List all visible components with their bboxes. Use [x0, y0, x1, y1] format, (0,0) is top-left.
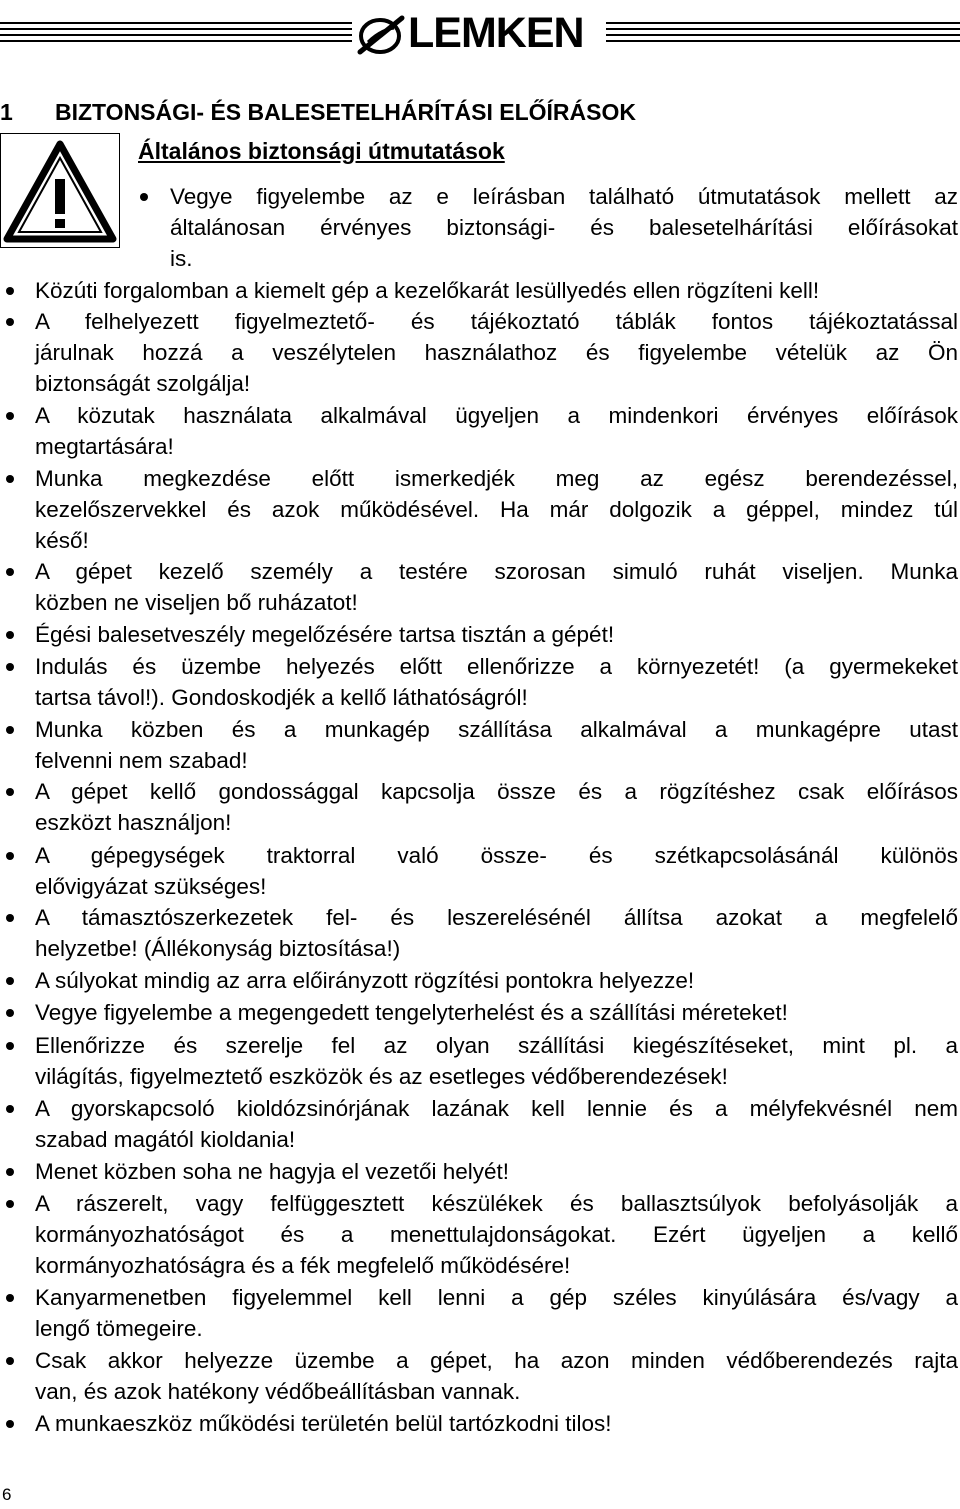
list-item: [35, 1345, 958, 1407]
list-item-line: lengő tömegeire.: [35, 1316, 203, 1341]
list-item-line: felvenni nem szabad!: [35, 748, 248, 773]
list-item-line: van, és azok hatékony védőbeállításban vannak.: [35, 1379, 521, 1404]
bullet-dot: [6, 287, 14, 295]
list-item-line: elővigyázat szükséges!: [35, 874, 267, 899]
list-item-line: közben ne viseljen bő ruházatot!: [35, 590, 358, 615]
warning-triangle-icon: [1, 134, 119, 247]
bullet-dot: [6, 1357, 14, 1365]
list-item-line: A súlyokat mindig az arra előirányzott rögzítési pontokra helyezze!: [35, 968, 695, 993]
bullet-dot: [6, 914, 14, 922]
section-title: BIZTONSÁGI- ÉS BALESETELHÁRÍTÁSI ELŐÍRÁSOK: [55, 99, 636, 125]
list-item-line: Csak akkor helyezze üzembe a gépet, ha azon minden védőberendezés rajta: [35, 1348, 958, 1373]
list-item-line: Ellenőrizze és szerelje fel az olyan szállítási kiegészítéseket, mint pl. a: [35, 1033, 958, 1058]
list-item: [35, 1282, 958, 1344]
list-item-line: Égési balesetveszély megelőzésére tartsa tisztán a gépét!: [35, 622, 615, 647]
list-item: [35, 714, 958, 776]
list-item: [35, 965, 958, 996]
header-rule-left: [0, 22, 352, 46]
list-item: [35, 1156, 958, 1187]
bullet-dot: [6, 568, 14, 576]
list-item-line: A felhelyezett figyelmeztető- és tájékoztató táblák fontos tájékoztatással: [35, 309, 958, 334]
warning-sign-frame: [0, 133, 120, 248]
list-item-line: késő!: [35, 528, 89, 553]
list-item: [35, 902, 958, 964]
list-item: [35, 556, 958, 618]
list-item: [35, 400, 958, 462]
list-item-line: A rászerelt, vagy felfüggesztett készülékek és ballasztsúlyok befolyásolják a: [35, 1191, 958, 1216]
list-item-line: A gépegységek traktorral való össze- és szétkapcsolásánál különös: [35, 843, 958, 868]
bullet-dot: [6, 852, 14, 860]
brand-logo-text: LEMKEN: [408, 9, 584, 57]
list-item-line: tartsa távol!). Gondoskodjék a kellő láthatóságról!: [35, 685, 528, 710]
list-item: [35, 1188, 958, 1281]
bullet-dot: [6, 1168, 14, 1176]
section-heading: [0, 97, 636, 127]
bullet-dot: [6, 1294, 14, 1302]
bullet-dot: [6, 1105, 14, 1113]
bullet-dot: [140, 193, 148, 201]
bullet-dot: [6, 663, 14, 671]
list-item: [170, 181, 958, 274]
list-item-line: Vegye figyelembe az e leírásban található útmutatások mellett az: [170, 184, 958, 209]
list-item-line: A közutak használata alkalmával ügyeljen a mindenkori érvényes előírások: [35, 403, 958, 428]
list-item-line: Indulás és üzembe helyezés előtt ellenőrizze a környezetét! (a gyermekeket: [35, 654, 958, 679]
list-item: [35, 1093, 958, 1155]
bullet-dot: [6, 475, 14, 483]
list-item-line: A gyorskapcsoló kioldózsinórjának lazának kell lennie és a mélyfekvésnél nem: [35, 1096, 958, 1121]
header-rule-right: [606, 22, 960, 46]
list-item-line: Munka megkezdése előtt ismerkedjék meg az egész berendezéssel,: [35, 466, 958, 491]
list-item-line: világítás, figyelmeztető eszközök és az esetleges védőberendezések!: [35, 1064, 728, 1089]
list-item: [35, 776, 958, 838]
section-number: 1: [0, 99, 13, 125]
list-item-line: biztonságát szolgálja!: [35, 371, 251, 396]
list-item: [35, 997, 958, 1028]
bullet-dot: [6, 726, 14, 734]
list-item-line: Munka közben és a munkagép szállítása alkalmával a munkagépre utast: [35, 717, 958, 742]
bullet-dot: [6, 1420, 14, 1428]
list-item-line: általánosan érvényes biztonsági- és balesetelhárítási előírásokat: [170, 215, 958, 240]
page-number: 6: [2, 1485, 12, 1504]
list-item-line: eszközt használjon!: [35, 810, 232, 835]
list-item-line: Vegye figyelembe a megengedett tengelyterhelést és a szállítási méreteket!: [35, 1000, 788, 1025]
list-item: [35, 1408, 958, 1439]
list-item-line: Kanyarmenetben figyelemmel kell lenni a gép széles kinyúlására és/vagy a: [35, 1285, 958, 1310]
list-item-line: A gépet kellő gondossággal kapcsolja össze és a rögzítéshez csak előírásos: [35, 779, 958, 804]
list-item: [35, 275, 958, 306]
list-item-line: kormányozhatóságot és a menettulajdonságokat. Ezért ügyeljen a kellő: [35, 1222, 958, 1247]
lemken-logo-icon: [356, 12, 406, 56]
list-item-line: A munkaeszköz működési területén belül tartózkodni tilos!: [35, 1411, 612, 1436]
list-item-line: Menet közben soha ne hagyja el vezetői helyét!: [35, 1159, 510, 1184]
list-item: [35, 1030, 958, 1092]
section-subtitle: Általános biztonsági útmutatások: [138, 138, 505, 164]
list-item-line: járulnak hozzá a veszélytelen használathoz és figyelembe vételük az Ön: [35, 340, 958, 365]
list-item-line: is.: [170, 246, 193, 271]
list-item: [35, 619, 958, 650]
list-item-line: szabad magától kioldania!: [35, 1127, 296, 1152]
bullet-dot: [6, 631, 14, 639]
list-item: [35, 306, 958, 399]
bullet-dot: [6, 1042, 14, 1050]
bullet-dot: [6, 412, 14, 420]
bullet-dot: [6, 977, 14, 985]
list-item-line: kormányozhatóságra és a fék megfelelő működésére!: [35, 1253, 571, 1278]
bullet-dot: [6, 318, 14, 326]
list-item-line: A gépet kezelő személy a testére szorosan simuló ruhát viseljen. Munka: [35, 559, 958, 584]
list-item-line: helyzetbe! (Állékonyság biztosítása!): [35, 936, 401, 961]
bullet-dot: [6, 788, 14, 796]
list-item: [35, 651, 958, 713]
list-item: [35, 463, 958, 556]
list-item-line: megtartására!: [35, 434, 174, 459]
list-item-line: Közúti forgalomban a kiemelt gép a kezelőkarát lesüllyedés ellen rögzíteni kell!: [35, 278, 820, 303]
bullet-dot: [6, 1200, 14, 1208]
list-item: [35, 840, 958, 902]
bullet-dot: [6, 1009, 14, 1017]
list-item-line: kezelőszervekkel és azok működésével. Ha már dolgozik a géppel, mindez túl: [35, 497, 958, 522]
list-item-line: A támasztószerkezetek fel- és leszerelésénél állítsa azokat a megfelelő: [35, 905, 958, 930]
